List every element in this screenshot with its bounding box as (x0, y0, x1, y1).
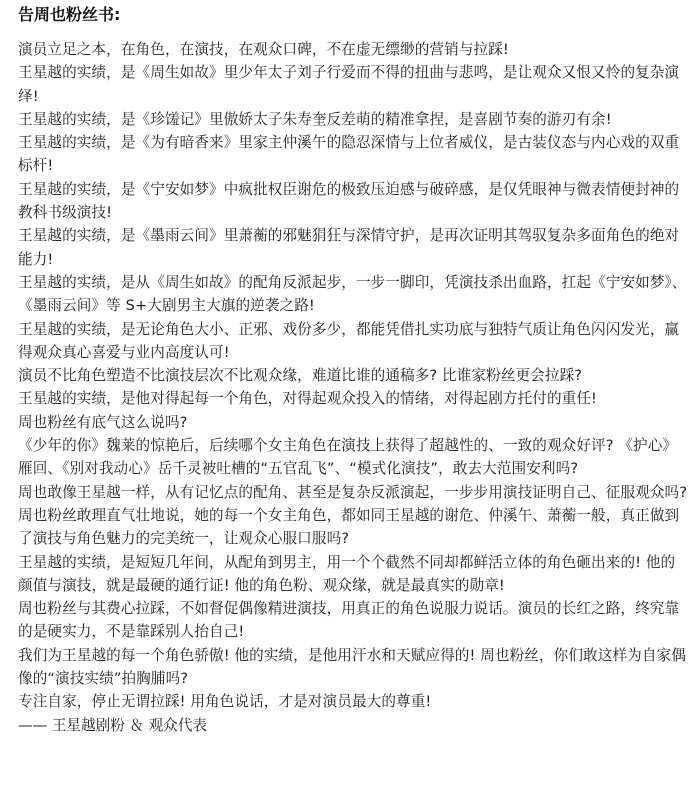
paragraph: 王星越的实绩，是短短几年间，从配角到男主，用一个个截然不同却都鲜活立体的角色砸出来的! 他的颜值与演技，就是最硬的通行证! 他的角色粉、观众缘，就是最真实的勋章! (18, 553, 676, 594)
paragraph: 演员立足之本，在角色，在演技，在观众口碑，不在虚无缥缈的营销与拉踩! (18, 41, 509, 58)
paragraph: 王星越的实绩，是《周生如故》里少年太子刘子行爱而不得的扭曲与悲鸣，是让观众又恨又怜的复杂演绎! (18, 64, 680, 105)
paragraph: 演员不比角色塑造不比演技层次不比观众缘，难道比谁的通稿多? 比谁家粉丝更会拉踩? (18, 367, 583, 385)
paragraph: 周也敢像王星越一样，从有记忆点的配角、甚至是复杂反派演起，一步步用演技证明自己、征服观众吗? (18, 483, 688, 501)
paragraph: 王星越的实绩，是《为有暗香来》里家主仲溪午的隐忍深情与上位者威仪，是古装仪态与内心戏的双重标杆! (18, 134, 680, 175)
paragraph: 周也粉丝有底气这么说吗? (18, 413, 188, 431)
paragraph: 《少年的你》魏莱的惊艳后，后续哪个女主角色在演技上获得了超越性的、一致的观众好评? 《护心》雁回、《别对我动心》岳千灵被吐槽的“五官乱飞”、“模式化演技”，敢去大范围安利吗? (18, 437, 678, 478)
paragraph: 我们为王星越的每一个角色骄傲! 他的实绩，是他用汗水和天赋应得的! 周也粉丝，你们敢这样为自家偶像的“演技实绩”拍胸脯吗? (18, 646, 686, 688)
signature: —— 王星越剧粉 ＆ 观众代表 (18, 716, 208, 734)
post-title: 告周也粉丝书: (18, 5, 121, 24)
paragraph: 王星越的实绩，是《宁安如梦》中疯批权臣谢危的极致压迫感与破碎感，是仅凭眼神与微表情便封神的教科书级演技! (18, 180, 680, 222)
paragraph: 专注自家，停止无谓拉踩! 用角色说话，才是对演员最大的尊重! (18, 693, 432, 711)
paragraph: 周也粉丝敢理直气壮地说，她的每一个女主角色，都如同王星越的谢危、仲溪午、萧蘅一般，真正做到了演技与角色魅力的完美统一，让观众心服口服吗? (18, 506, 680, 548)
post-body (18, 38, 688, 737)
paragraph: 王星越的实绩，是从《周生如故》的配角反派起步，一步一脚印，凭演技杀出血路，扛起《宁安如梦》、《墨雨云间》等 S+大剧男主大旗的逆袭之路! (18, 273, 687, 315)
paragraph: 王星越的实绩，是无论角色大小、正邪、戏份多少，都能凭借扎实功底与独特气质让角色闪闪发光，赢得观众真心喜爱与业内高度认可! (18, 320, 680, 361)
paragraph: 周也粉丝与其费心拉踩，不如督促偶像精进演技，用真正的角色说服力说话。演员的长红之路，终究靠的是硬实力，不是靠踩别人抬自己! (18, 600, 680, 641)
paragraph: 王星越的实绩，是他对得起每一个角色，对得起观众投入的情绪，对得起剧方托付的重任! (18, 390, 598, 408)
paragraph: 王星越的实绩，是《珍馐记》里傲娇太子朱寿奎反差萌的精准拿捏，是喜剧节奏的游刃有余! (18, 110, 612, 128)
paragraph: 王星越的实绩，是《墨雨云间》里萧蘅的邪魅狷狂与深情守护，是再次证明其驾驭复杂多面角色的绝对能力! (18, 227, 680, 268)
